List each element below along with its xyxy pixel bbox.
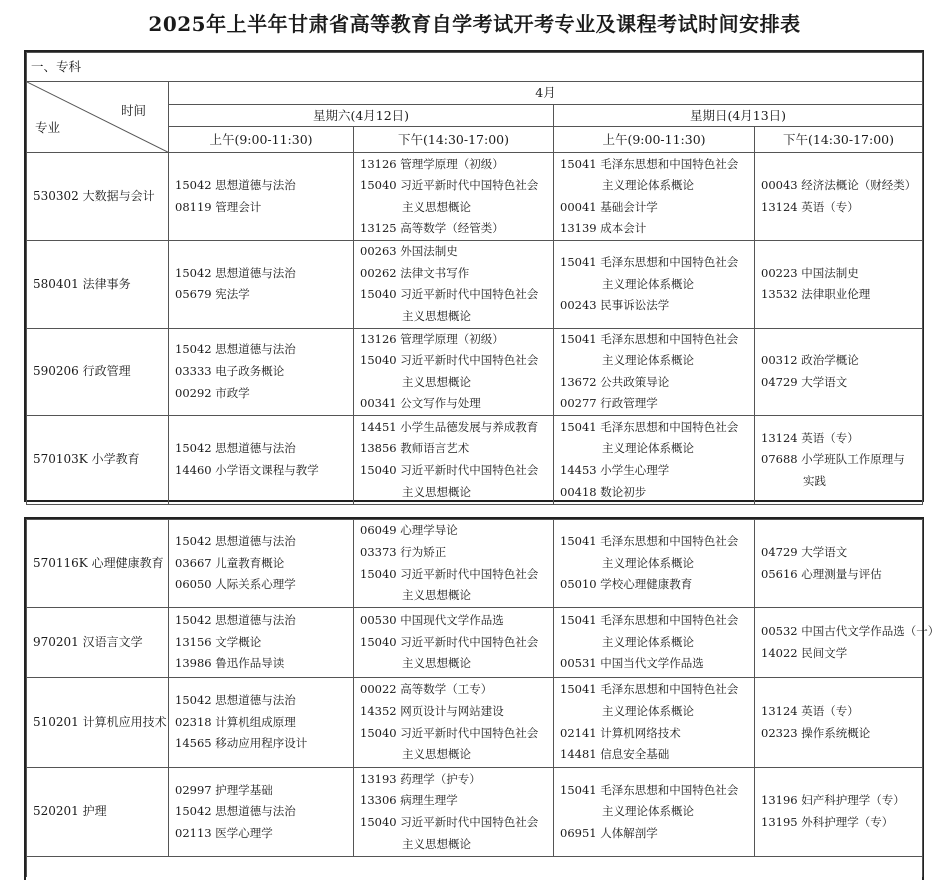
course-line: 15042 思想道德与法治 (175, 441, 296, 456)
course-line: 00263 外国法制史 (360, 244, 458, 259)
course-cell (354, 608, 554, 678)
course-line: 14352 网页设计与网站建设 (360, 703, 504, 718)
course-cell (755, 415, 923, 504)
course-line: 13306 病理生理学 (360, 793, 458, 808)
course-line: 13193 药理学（护专） (360, 771, 481, 786)
course-line: 主义理论体系概论 (602, 276, 694, 291)
course-line: 13195 外科护理学（专） (761, 815, 894, 829)
course-cell (554, 678, 755, 768)
course-line: 主义思想概论 (402, 484, 471, 499)
course-line: 主义思想概论 (402, 656, 471, 671)
course-line: 15042 思想道德与法治 (175, 178, 296, 193)
course-line: 14451 小学生品德发展与养成教育 (360, 419, 539, 434)
course-line: 05679 宪法学 (175, 287, 250, 302)
course-line: 00530 中国现代文学作品选 (360, 613, 504, 628)
course-cell (169, 768, 354, 857)
schedule-table (26, 52, 923, 505)
header-time-label: 时间 (120, 103, 146, 118)
course-cell (755, 328, 923, 415)
table-row (27, 241, 923, 328)
course-line: 15041 毛泽东思想和中国特色社会 (560, 156, 739, 171)
major-cell: 590206 行政管理 (27, 328, 169, 415)
major-cell: 570116K 心理健康教育 (27, 520, 169, 608)
course-line: 14565 移动应用程序设计 (175, 736, 308, 751)
major-cell: 520201 护理 (27, 768, 169, 857)
schedule-table-part-1 (24, 50, 924, 502)
course-line: 14022 民间文学 (761, 645, 848, 660)
course-cell (755, 608, 940, 678)
major-cell: 580401 法律事务 (27, 241, 169, 328)
course-cell (554, 153, 755, 241)
course-line: 15040 习近平新时代中国特色社会 (360, 353, 539, 368)
table-bottom-edge (27, 857, 923, 877)
course-line: 15041 毛泽东思想和中国特色社会 (560, 254, 739, 269)
course-line: 03333 电子政务概论 (175, 363, 285, 378)
course-line: 13532 法律职业伦理 (761, 287, 871, 302)
course-line: 15042 思想道德与法治 (175, 342, 296, 357)
course-line: 02323 操作系统概论 (761, 725, 871, 740)
course-line: 05616 心理测量与评估 (761, 566, 882, 581)
course-cell (554, 768, 755, 857)
table-row (27, 328, 923, 415)
major-cell: 530302 大数据与会计 (27, 153, 169, 241)
course-cell (554, 415, 755, 504)
course-cell (354, 768, 554, 857)
course-cell (169, 328, 354, 415)
course-line: 15041 毛泽东思想和中国特色社会 (560, 782, 739, 797)
course-line: 13856 教师语言艺术 (360, 441, 470, 456)
course-line: 00223 中国法制史 (761, 265, 859, 280)
course-line: 15040 习近平新时代中国特色社会 (360, 462, 539, 477)
course-cell (554, 608, 755, 678)
course-line: 03667 儿童教育概论 (175, 555, 285, 570)
course-line: 13156 文学概论 (175, 634, 262, 649)
course-line: 00341 公文写作与处理 (360, 396, 481, 411)
course-line: 02141 计算机网络技术 (560, 725, 681, 740)
header-month: 4月 (169, 82, 923, 105)
course-line: 00043 经济法概论（财经类） (761, 178, 917, 193)
course-cell (755, 241, 923, 328)
course-cell (554, 241, 755, 328)
header-sat-pm: 下午(14:30-17:00) (354, 127, 554, 153)
course-line: 02318 计算机组成原理 (175, 714, 296, 729)
course-line: 07688 小学班队工作原理与 (761, 452, 905, 467)
course-line: 15041 毛泽东思想和中国特色社会 (560, 331, 739, 346)
course-line: 00292 市政学 (175, 385, 250, 400)
course-cell (169, 678, 354, 768)
course-line: 主义理论体系概论 (602, 703, 694, 718)
course-line: 06050 人际关系心理学 (175, 577, 296, 592)
course-line: 15040 习近平新时代中国特色社会 (360, 634, 539, 649)
course-line: 08119 管理会计 (175, 199, 262, 214)
course-line: 00277 行政管理学 (560, 396, 658, 411)
course-line: 主义思想概论 (402, 836, 471, 851)
course-cell (354, 415, 554, 504)
course-line: 00041 基础会计学 (560, 199, 658, 214)
course-line: 主义思想概论 (402, 199, 471, 214)
course-line: 04729 大学语文 (761, 374, 848, 389)
course-line: 15040 习近平新时代中国特色社会 (360, 287, 539, 302)
table-body-2 (27, 520, 940, 857)
course-line: 15041 毛泽东思想和中国特色社会 (560, 613, 739, 628)
course-line: 主义思想概论 (402, 308, 471, 323)
course-cell (354, 678, 554, 768)
table-body-1 (27, 153, 923, 505)
course-line: 实践 (803, 473, 826, 488)
course-cell (169, 241, 354, 328)
course-line: 00531 中国当代文学作品选 (560, 656, 704, 671)
course-cell (554, 328, 755, 415)
header-sat-am: 上午(9:00-11:30) (169, 127, 354, 153)
course-line: 04729 大学语文 (761, 544, 848, 559)
course-line: 主义理论体系概论 (602, 178, 694, 193)
course-line: 主义思想概论 (402, 747, 471, 762)
course-line: 15041 毛泽东思想和中国特色社会 (560, 419, 739, 434)
course-line: 15042 思想道德与法治 (175, 804, 296, 819)
course-line: 主义理论体系概论 (602, 353, 694, 368)
table-row (27, 520, 923, 608)
course-cell (755, 768, 923, 857)
course-line: 14453 小学生心理学 (560, 462, 670, 477)
course-line: 06951 人体解剖学 (560, 825, 658, 840)
major-cell: 970201 汉语言文学 (27, 608, 169, 678)
course-line: 00312 政治学概论 (761, 353, 859, 368)
course-line: 13126 管理学原理（初级） (360, 331, 504, 346)
course-line: 00243 民事诉讼法学 (560, 298, 670, 313)
course-cell (755, 520, 923, 608)
course-line: 主义理论体系概论 (602, 555, 694, 570)
course-line: 13124 英语（专） (761, 199, 859, 214)
course-line: 00532 中国古代文学作品选（一） (761, 623, 940, 638)
course-cell (755, 153, 923, 241)
header-sun-pm: 下午(14:30-17:00) (755, 127, 923, 153)
course-line: 15040 习近平新时代中国特色社会 (360, 725, 539, 740)
course-cell (755, 678, 923, 768)
course-cell (169, 415, 354, 504)
course-line: 15042 思想道德与法治 (175, 265, 296, 280)
course-line: 主义思想概论 (402, 588, 471, 603)
course-line: 13986 鲁迅作品导读 (175, 656, 285, 671)
course-cell (169, 153, 354, 241)
course-line: 13125 高等数学（经管类） (360, 221, 504, 236)
course-cell (354, 520, 554, 608)
course-cell (169, 608, 354, 678)
course-cell (354, 153, 554, 241)
course-line: 03373 行为矫正 (360, 544, 447, 559)
major-cell: 570103K 小学教育 (27, 415, 169, 504)
course-line: 15041 毛泽东思想和中国特色社会 (560, 682, 739, 697)
course-line: 13126 管理学原理（初级） (360, 156, 504, 171)
course-cell (169, 520, 354, 608)
header-day-saturday: 星期六(4月12日) (169, 104, 554, 127)
course-line: 00022 高等数学（工专） (360, 682, 493, 697)
course-cell (354, 241, 554, 328)
course-line: 13672 公共政策导论 (560, 374, 670, 389)
course-line: 15040 习近平新时代中国特色社会 (360, 178, 539, 193)
course-cell (354, 328, 554, 415)
course-line: 主义理论体系概论 (602, 804, 694, 819)
major-cell: 510201 计算机应用技术 (27, 678, 169, 768)
section-label: 一、专科 (27, 53, 923, 82)
header-major-label: 专业 (35, 119, 61, 135)
page-title: 2025年上半年甘肃省高等教育自学考试开考专业及课程考试时间安排表 (148, 12, 801, 36)
header-day-sunday: 星期日(4月13日) (554, 104, 923, 127)
course-line: 00418 数论初步 (560, 484, 647, 499)
course-line: 15041 毛泽东思想和中国特色社会 (560, 534, 739, 549)
table-row (27, 415, 923, 504)
course-line: 00262 法律文书写作 (360, 265, 470, 280)
course-line: 15040 习近平新时代中国特色社会 (360, 815, 539, 829)
course-line: 15042 思想道德与法治 (175, 613, 296, 628)
table-row (27, 608, 923, 678)
course-line: 13139 成本会计 (560, 221, 647, 236)
diagonal-header-cell (27, 82, 169, 153)
course-line: 14481 信息安全基础 (560, 747, 670, 762)
course-line: 主义思想概论 (402, 374, 471, 389)
course-line: 主义理论体系概论 (602, 441, 694, 456)
course-line: 06049 心理学导论 (360, 523, 458, 538)
table-row (27, 153, 923, 241)
course-line: 05010 学校心理健康教育 (560, 577, 693, 592)
course-line: 主义理论体系概论 (602, 634, 694, 649)
schedule-table-part-2 (24, 517, 940, 880)
schedule-table-continued (26, 519, 940, 877)
course-line: 15042 思想道德与法治 (175, 693, 296, 708)
course-line: 13196 妇产科护理学（专） (761, 793, 905, 808)
course-line: 15042 思想道德与法治 (175, 534, 296, 549)
course-cell (554, 520, 755, 608)
course-line: 15040 习近平新时代中国特色社会 (360, 566, 539, 581)
course-line: 13124 英语（专） (761, 430, 859, 445)
course-line: 14460 小学语文课程与教学 (175, 462, 319, 477)
table-row (27, 768, 923, 857)
course-line: 13124 英语（专） (761, 703, 859, 718)
table-row (27, 678, 923, 768)
header-sun-am: 上午(9:00-11:30) (554, 127, 755, 153)
course-line: 02113 医学心理学 (175, 825, 273, 840)
course-line: 02997 护理学基础 (175, 782, 273, 797)
